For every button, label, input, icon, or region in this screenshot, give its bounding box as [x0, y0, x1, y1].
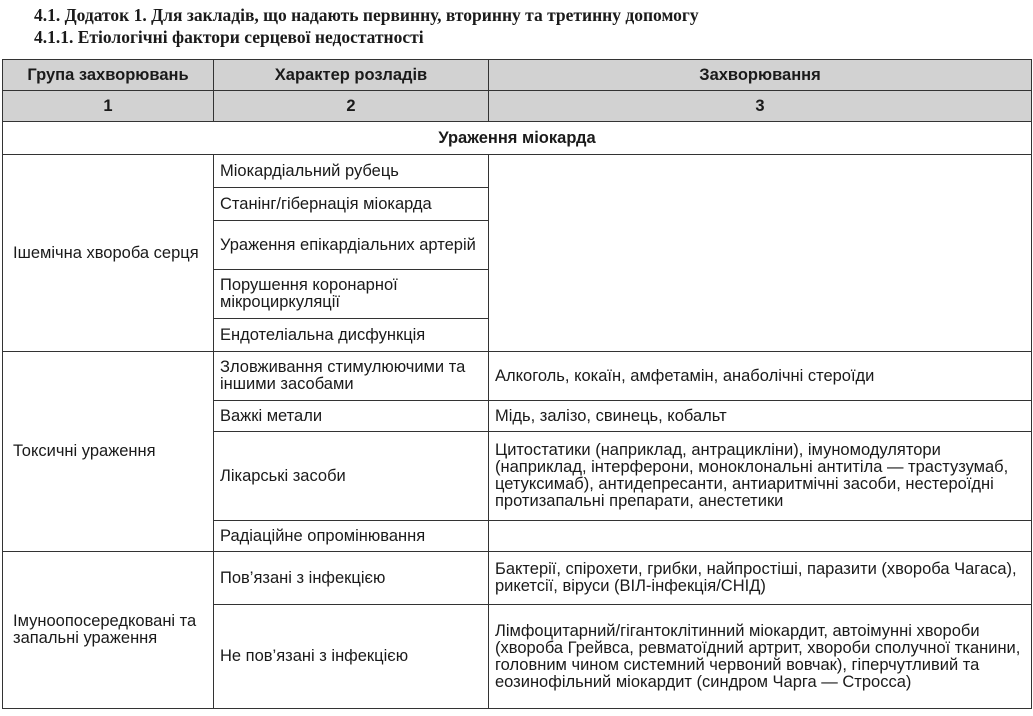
table-row	[3, 552, 1032, 605]
disorder-cell: Порушення коронарної мікроциркуляції	[214, 270, 489, 319]
disease-cell: Алкоголь, кокаїн, амфетамін, анаболічні стероїди	[489, 352, 1032, 401]
headings	[34, 4, 699, 48]
disease-cell: Мідь, залізо, свинець, кобальт	[489, 401, 1032, 432]
subsection-heading: 4.1.1. Етіологічні фактори серцевої недостатності	[34, 27, 424, 47]
section-title: Ураження міокарда	[3, 122, 1032, 155]
column-header: Захворювання	[489, 60, 1032, 91]
column-header: Група захворювань	[3, 60, 214, 91]
disorder-cell: Станінг/гібернація міокарда	[214, 188, 489, 221]
column-number: 2	[214, 91, 489, 122]
disease-group-cell: Імуноопосередковані та запальні ураження	[3, 552, 214, 709]
header-row	[3, 60, 1032, 91]
disorder-cell: Радіаційне опромінювання	[214, 521, 489, 552]
column-number: 3	[489, 91, 1032, 122]
disorder-cell: Ендотеліальна дисфункція	[214, 319, 489, 352]
column-header: Характер розладів	[214, 60, 489, 91]
disorder-cell: Не пов’язані з інфекцією	[214, 605, 489, 709]
table-row	[3, 155, 1032, 188]
disease-cell	[489, 155, 1032, 352]
disorder-cell: Ураження епікардіальних артерій	[214, 221, 489, 270]
section-row	[3, 122, 1032, 155]
disorder-cell: Пов’язані з інфекцією	[214, 552, 489, 605]
disease-group-cell: Ішемічна хвороба серця	[3, 155, 214, 352]
disorder-cell: Зловживання стимулюючими та іншими засобами	[214, 352, 489, 401]
section-heading: 4.1. Додаток 1. Для закладів, що надають первинну, вторинну та третинну допомогу	[34, 5, 699, 25]
column-number: 1	[3, 91, 214, 122]
disorder-cell: Міокардіальний рубець	[214, 155, 489, 188]
column-number-row	[3, 91, 1032, 122]
disease-cell: Лімфоцитарний/гігантоклітинний міокардит, автоімунні хвороби (хвороба Грейвса, ревматоїдний артрит, хвороби сполучної тканини, головним чином системний червоний вовчак), гіперчутливий та еозинофільний міокардит (синдром Чарга — Стросса)	[489, 605, 1032, 709]
disorder-cell: Важкі метали	[214, 401, 489, 432]
table-row	[3, 352, 1032, 401]
disorder-cell: Лікарські засоби	[214, 432, 489, 521]
etiology-table	[2, 59, 1032, 709]
disease-group-cell: Токсичні ураження	[3, 352, 214, 552]
disease-cell	[489, 521, 1032, 552]
disease-cell: Бактерії, спірохети, грибки, найпростіші, паразити (хвороба Чагаса), рикетсії, віруси (ВІЛ-інфекція/СНІД)	[489, 552, 1032, 605]
disease-cell: Цитостатики (наприклад, антрацикліни), імуномодулятори (наприклад, інтерферони, моноклональні антитіла — трастузумаб, цетуксимаб), антидепресанти, антиаритмічні засоби, нестероїдні протизапальні препарати, анестетики	[489, 432, 1032, 521]
